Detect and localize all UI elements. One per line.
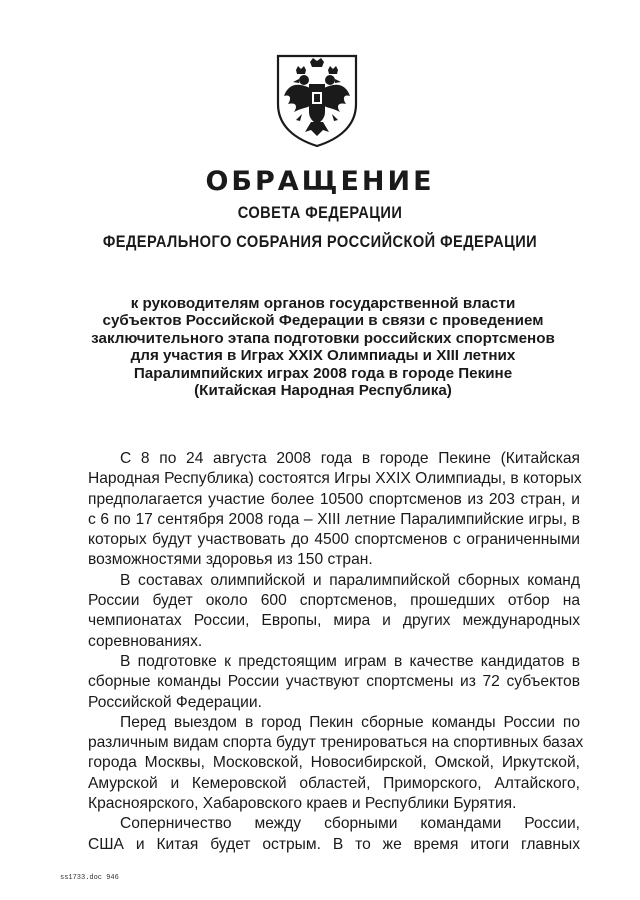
subject-line: субъектов Российской Федерации в связи с проведением	[102, 312, 544, 330]
text-line: Красноярского, Хабаровского краев и Республики Бурятия.	[88, 795, 517, 813]
text-line: С 8 по 24 августа 2008 года в городе Пекине (Китайская	[120, 450, 580, 467]
text-line: с 6 по 17 сентября 2008 года – XIII летние Паралимпийские игры, в	[88, 510, 580, 528]
issuing-body-line-1: СОВЕТА ФЕДЕРАЦИИ	[237, 203, 403, 222]
text-line: Перед выездом в город Пекин сборные команды России по	[120, 713, 580, 731]
text-line: сборные команды России участвуют спортсмены из 72 субъектов	[88, 673, 580, 691]
paragraph-2	[88, 571, 580, 652]
text-line: предполагается участие более 10500 спортсменов из 203 стран, и	[88, 490, 580, 508]
subject-line: к руководителям органов государственной власти	[130, 295, 516, 312]
subject-line: Паралимпийских играх 2008 года в городе Пекине	[133, 364, 513, 382]
subject-line: заключительного этапа подготовки российских спортсменов	[91, 329, 555, 347]
text-line: России будет около 600 спортсменов, прошедших отбор на	[88, 592, 580, 610]
document-body	[88, 449, 584, 855]
text-line: возможностями здоровья из 150 стран.	[88, 551, 373, 569]
text-line: чемпионатах России, Европы, мира и других международных	[88, 612, 580, 630]
text-line: Соперничество между сборными командами России,	[120, 815, 580, 833]
subject-line: для участия в Играх XXIX Олимпиады и XIII летних	[130, 347, 516, 365]
text-line: США и Китая будет острым. В то же время итоги главных	[88, 835, 580, 853]
text-line: соревнованиях.	[88, 632, 203, 650]
text-line: города Москвы, Московской, Новосибирской, Омской, Иркутской,	[88, 754, 580, 772]
text-line: Российской Федерации.	[88, 693, 262, 711]
addressee-subject	[88, 295, 558, 399]
text-line: Народная Республика) состоятся Игры XXIX Олимпиады, в которых	[88, 470, 582, 488]
paragraph-1	[88, 449, 580, 571]
coat-of-arms-icon	[274, 52, 360, 148]
document-reference-footer: ss1733.doc 946	[60, 874, 119, 882]
paragraph-5	[88, 814, 580, 855]
paragraph-4	[88, 713, 584, 814]
text-line: которых будут участвовать до 4500 спортсменов с ограниченными	[88, 531, 580, 549]
text-line: В составах олимпийской и паралимпийской сборных команд	[120, 571, 580, 589]
document-title: ОБРАЩЕНИЕ	[205, 166, 435, 197]
text-line: Амурской и Кемеровской областей, Приморского, Алтайского,	[88, 774, 580, 792]
text-line: различным видам спорта будут тренироваться на спортивных базах	[88, 734, 584, 752]
paragraph-3	[88, 652, 580, 713]
text-line: В подготовке к предстоящим играм в качестве кандидатов в	[120, 652, 580, 670]
issuing-body-line-2: ФЕДЕРАЛЬНОГО СОБРАНИЯ РОССИЙСКОЙ ФЕДЕРАЦИИ	[102, 232, 538, 251]
subject-line: (Китайская Народная Республика)	[194, 382, 452, 400]
